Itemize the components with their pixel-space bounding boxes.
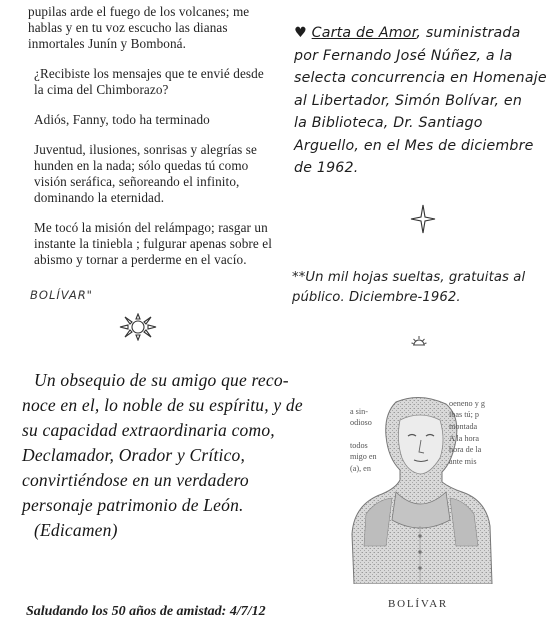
letter-paragraph-4 xyxy=(28,142,278,206)
dedication-line: personaje patrimonio de León. xyxy=(22,495,244,515)
four-point-star-icon xyxy=(410,204,436,234)
card-title: Carta de Amor xyxy=(311,25,417,41)
letter-line: la cima del Chimborazo? xyxy=(34,82,169,97)
dedication-credit: (Edicamen) xyxy=(34,520,118,540)
letter-line: Adiós, Fanny, todo ha terminado xyxy=(34,112,210,127)
portrait-fragment: odioso xyxy=(350,418,372,427)
dedication-line: su capacidad extraordinaria como, xyxy=(22,420,275,440)
letter-paragraph-5 xyxy=(28,220,278,268)
portrait-fragment: oeneno y g xyxy=(449,399,485,408)
letter-line: pupilas arde el fuego de los volcanes; me xyxy=(28,4,250,19)
letter-line: hunden en la nada; sólo quedas tú como xyxy=(34,158,249,173)
dedication-line: noce en el, lo noble de su espíritu, y de xyxy=(22,395,303,415)
note-line: **Un mil hojas sueltas, gratuitas al xyxy=(292,270,526,285)
card-line: al Libertador, Simón Bolívar, en xyxy=(294,92,523,109)
letter-line: abismo y tornar a perderme en el vacío. xyxy=(34,252,247,267)
portrait-fragment: montada xyxy=(449,422,478,431)
card-line: por Fernando José Núñez, a la xyxy=(294,47,513,64)
card-line: la Biblioteca, Dr. Santiago xyxy=(294,115,483,131)
letter-paragraph-2 xyxy=(28,66,278,98)
dedication-line: Declamador, Orador y Crítico, xyxy=(22,445,246,465)
letter-line: inmortales Junín y Bomboná. xyxy=(28,36,187,51)
letter-line: visión seráfica, señoreando el infinito, xyxy=(34,174,240,189)
letter-line: instante la tiniebla ; fulgurar apenas sobre el xyxy=(34,236,272,251)
edition-note xyxy=(292,268,542,308)
small-sun-icon xyxy=(411,334,427,350)
dedication-line: Un obsequio de su amigo que reco- xyxy=(34,370,289,390)
heart-icon: ♥ xyxy=(294,25,307,41)
dedication-line: convirtiéndose en un verdadero xyxy=(22,470,249,490)
card-line: , suministrada xyxy=(416,25,521,41)
portrait-fragment: ibas tú; p xyxy=(449,410,480,419)
portrait-fragment: migo en xyxy=(350,452,377,461)
portrait-fragment: a sin- xyxy=(350,407,368,416)
card-first-line xyxy=(294,22,544,45)
portrait-fragment: todos xyxy=(350,441,368,450)
portrait-fragment: A la hora xyxy=(449,434,480,443)
footer-greeting: Saludando los 50 años de amistad: 4/7/12 xyxy=(26,604,266,619)
bolivar-portrait xyxy=(346,396,494,584)
card-line: de 1962. xyxy=(294,160,359,176)
card-line: Arguello, en el Mes de diciembre xyxy=(294,137,534,154)
portrait-fragment: hora de la xyxy=(449,445,482,454)
letter-text xyxy=(28,4,278,268)
portrait-fragment: ante mis xyxy=(449,457,477,466)
dedication-text xyxy=(22,368,303,543)
portrait-fragment: (a), en xyxy=(350,464,371,473)
card-line: selecta concurrencia en Homenaje xyxy=(294,70,547,86)
portrait-caption: BOLÍVAR xyxy=(388,598,449,610)
sun-ornament-icon xyxy=(117,313,159,341)
letter-line: ¿Recibiste los mensajes que te envié desde xyxy=(34,66,264,81)
letter-paragraph-3 xyxy=(28,112,278,128)
note-line: público. Diciembre-1962. xyxy=(292,290,461,305)
letter-line: Me tocó la misión del relámpago; rasgar un xyxy=(34,220,268,235)
letter-line: Juventud, ilusiones, sonrisas y alegrías se xyxy=(34,142,257,157)
letter-paragraph-1 xyxy=(28,4,278,52)
letter-line: hablas y en tu voz escucho las dianas xyxy=(28,20,228,35)
card-info xyxy=(294,22,547,180)
letter-signature: BOLÍVAR" xyxy=(30,288,93,302)
letter-line: dominando la eternidad. xyxy=(34,190,165,205)
